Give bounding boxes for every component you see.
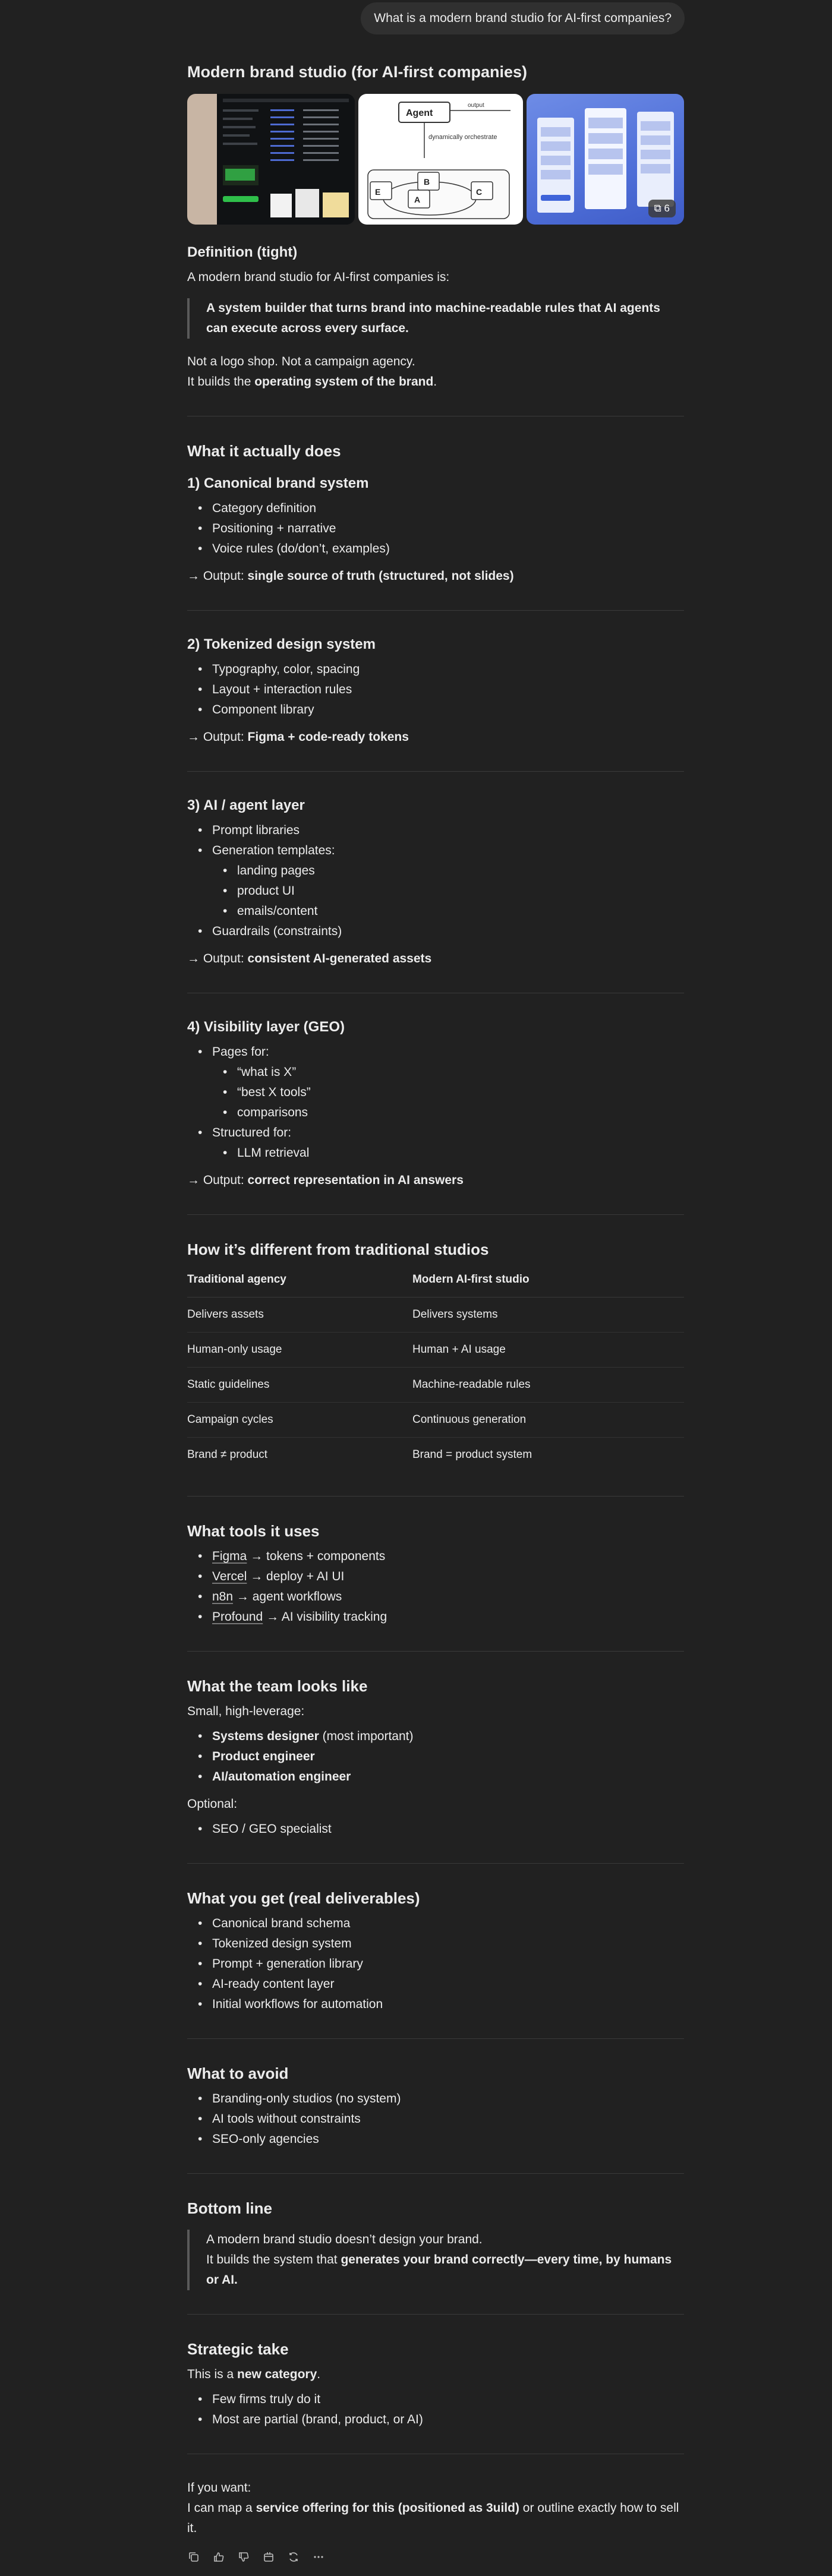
share-icon[interactable] bbox=[262, 2550, 275, 2564]
section-4-sublist-pages bbox=[212, 1062, 684, 1123]
definition-heading: Definition (tight) bbox=[187, 244, 298, 260]
comparison-table bbox=[187, 1267, 684, 1472]
tool-link-n8n[interactable]: n8n bbox=[212, 1590, 234, 1603]
deliverables-list bbox=[187, 1914, 684, 2015]
list-item: • Prompt libraries bbox=[187, 820, 684, 841]
more-options-icon[interactable] bbox=[312, 2550, 325, 2564]
tools-heading: What tools it uses bbox=[187, 1522, 320, 1540]
diagram-arrow-label: output bbox=[468, 102, 484, 109]
list-item: • Generation templates: bbox=[187, 841, 684, 861]
list-item: • Guardrails (constraints) bbox=[187, 921, 684, 942]
tool-link-profound[interactable]: Profound bbox=[212, 1610, 263, 1624]
divider bbox=[187, 771, 684, 772]
comparison-heading: How it’s different from traditional studios bbox=[187, 1240, 489, 1258]
list-item: • Systems designer (most important) bbox=[187, 1726, 684, 1747]
section-1-output: → Output: single source of truth (structured, not slides) bbox=[187, 569, 514, 583]
message-actions bbox=[187, 2550, 684, 2564]
list-item: • SEO-only agencies bbox=[187, 2129, 684, 2149]
list-item: • “what is X” bbox=[212, 1062, 684, 1082]
section-3-output: → Output: consistent AI-generated assets bbox=[187, 952, 432, 965]
list-item: • product UI bbox=[212, 881, 684, 901]
table-row: Delivers assets Delivers systems bbox=[187, 1298, 684, 1333]
list-item: • Few firms truly do it bbox=[187, 2389, 684, 2410]
list-item: • Branding-only studios (no system) bbox=[187, 2089, 684, 2109]
strategic-intro: This is a new category. bbox=[187, 2367, 321, 2381]
more-images-badge[interactable]: ⧉ 6 bbox=[648, 200, 676, 217]
list-item: • Structured for: bbox=[187, 1123, 684, 1143]
list-item: • Product engineer bbox=[187, 1747, 684, 1767]
divider bbox=[187, 2038, 684, 2039]
team-optional-label: Optional: bbox=[187, 1797, 238, 1811]
strategic-heading: Strategic take bbox=[187, 2340, 289, 2358]
list-item: • comparisons bbox=[212, 1103, 684, 1123]
list-item: • Layout + interaction rules bbox=[187, 680, 684, 700]
team-intro: Small, high-leverage: bbox=[187, 1704, 305, 1718]
divider bbox=[187, 2314, 684, 2315]
table-row: Human-only usage Human + AI usage bbox=[187, 1333, 684, 1368]
team-heading: What the team looks like bbox=[187, 1677, 368, 1695]
section-4-output: → Output: correct representation in AI answers bbox=[187, 1173, 464, 1187]
tool-link-vercel[interactable]: Vercel bbox=[212, 1570, 247, 1583]
divider bbox=[187, 2173, 684, 2174]
definition-line-2: It builds the operating system of the brand. bbox=[187, 375, 437, 389]
svg-text:A: A bbox=[414, 195, 421, 204]
avoid-heading: What to avoid bbox=[187, 2064, 289, 2082]
gallery-image-dashboard[interactable] bbox=[187, 94, 355, 225]
section-4-list bbox=[187, 1042, 684, 1163]
copy-icon[interactable] bbox=[187, 2550, 200, 2564]
list-item: • Most are partial (brand, product, or AI) bbox=[187, 2410, 684, 2430]
section-3-sublist bbox=[212, 861, 684, 921]
list-item: • Tokenized design system bbox=[187, 1934, 684, 1954]
list-item: • Pages for: bbox=[187, 1042, 684, 1062]
svg-text:C: C bbox=[476, 187, 483, 197]
list-item: • Prompt + generation library bbox=[187, 1954, 684, 1974]
section-3-list bbox=[187, 820, 684, 942]
bottom-line-heading: Bottom line bbox=[187, 2199, 272, 2217]
diagram-note: dynamically orchestrate bbox=[428, 134, 497, 141]
what-it-does-heading: What it actually does bbox=[187, 442, 341, 460]
list-item: • emails/content bbox=[212, 901, 684, 921]
bottom-line-quote bbox=[187, 2230, 684, 2290]
list-item: • Component library bbox=[187, 700, 684, 720]
tools-list bbox=[187, 1546, 684, 1627]
definition-intro: A modern brand studio for AI-first companies is: bbox=[187, 270, 450, 284]
avoid-list bbox=[187, 2089, 684, 2149]
list-item: • AI-ready content layer bbox=[187, 1974, 684, 1994]
definition-quote bbox=[187, 298, 684, 339]
list-item: • Vercel → deploy + AI UI bbox=[187, 1567, 684, 1587]
list-item: • Voice rules (do/don’t, examples) bbox=[187, 539, 684, 559]
section-2-heading: 2) Tokenized design system bbox=[187, 636, 376, 652]
table-row: Campaign cycles Continuous generation bbox=[187, 1403, 684, 1438]
svg-text:E: E bbox=[375, 187, 381, 197]
table-row: Static guidelines Machine-readable rules bbox=[187, 1368, 684, 1403]
regenerate-icon[interactable] bbox=[287, 2550, 300, 2564]
assistant-response bbox=[187, 61, 684, 2564]
definition-line-1: Not a logo shop. Not a campaign agency. bbox=[187, 355, 415, 368]
divider bbox=[187, 1496, 684, 1497]
definition-quote-text: A system builder that turns brand into machine-readable rules that AI agents can execute across every surface. bbox=[206, 301, 660, 335]
list-item: • LLM retrieval bbox=[212, 1143, 684, 1163]
team-list bbox=[187, 1726, 684, 1787]
diagram-agent-label: Agent bbox=[406, 108, 433, 118]
image-gallery bbox=[187, 94, 684, 225]
section-1-list bbox=[187, 498, 684, 559]
list-item: • AI/automation engineer bbox=[187, 1767, 684, 1787]
closing-line-2: I can map a service offering for this (positioned as 3uild) or outline exactly how to sell it. bbox=[187, 2501, 679, 2535]
bottom-line-2: It builds the system that generates your brand correctly—every time, by humans or AI. bbox=[206, 2253, 672, 2287]
bottom-line-1: A modern brand studio doesn’t design your brand. bbox=[206, 2233, 483, 2246]
list-item: • Initial workflows for automation bbox=[187, 1994, 684, 2015]
section-4-heading: 4) Visibility layer (GEO) bbox=[187, 1019, 345, 1035]
closing-line-1: If you want: bbox=[187, 2481, 251, 2495]
divider bbox=[187, 1863, 684, 1864]
list-item: • Category definition bbox=[187, 498, 684, 519]
divider bbox=[187, 610, 684, 611]
thumbs-up-icon[interactable] bbox=[212, 2550, 225, 2564]
section-1-heading: 1) Canonical brand system bbox=[187, 475, 369, 491]
thumbs-down-icon[interactable] bbox=[237, 2550, 250, 2564]
deliverables-heading: What you get (real deliverables) bbox=[187, 1889, 420, 1907]
user-message-bubble: What is a modern brand studio for AI-first companies? bbox=[361, 2, 685, 34]
list-item: • landing pages bbox=[212, 861, 684, 881]
gallery-image-agent-diagram[interactable] bbox=[358, 94, 523, 225]
list-item: • “best X tools” bbox=[212, 1082, 684, 1103]
list-item: • AI tools without constraints bbox=[187, 2109, 684, 2129]
gallery-image-app-screens[interactable] bbox=[527, 94, 684, 225]
list-item: • Profound → AI visibility tracking bbox=[187, 1607, 684, 1627]
table-header: Traditional agency bbox=[187, 1267, 412, 1298]
team-optional-list bbox=[187, 1819, 684, 1839]
tool-link-figma[interactable]: Figma bbox=[212, 1549, 247, 1563]
divider bbox=[187, 1651, 684, 1652]
list-item: • n8n → agent workflows bbox=[187, 1587, 684, 1607]
more-images-count: 6 bbox=[664, 203, 670, 214]
list-item: • Figma → tokens + components bbox=[187, 1546, 684, 1567]
response-title: Modern brand studio (for AI-first companies) bbox=[187, 63, 528, 81]
list-item: • Positioning + narrative bbox=[187, 519, 684, 539]
table-header: Modern AI-first studio bbox=[412, 1267, 684, 1298]
section-3-heading: 3) AI / agent layer bbox=[187, 797, 305, 813]
section-2-output: → Output: Figma + code-ready tokens bbox=[187, 730, 409, 744]
list-item: • Typography, color, spacing bbox=[187, 659, 684, 680]
svg-text:B: B bbox=[424, 177, 430, 187]
divider bbox=[187, 1214, 684, 1215]
table-row: Brand ≠ product Brand = product system bbox=[187, 1448, 532, 1461]
strategic-list bbox=[187, 2389, 684, 2430]
section-4-sublist-structured bbox=[212, 1143, 684, 1163]
list-item: • Canonical brand schema bbox=[187, 1914, 684, 1934]
list-item: • SEO / GEO specialist bbox=[187, 1819, 684, 1839]
section-2-list bbox=[187, 659, 684, 720]
